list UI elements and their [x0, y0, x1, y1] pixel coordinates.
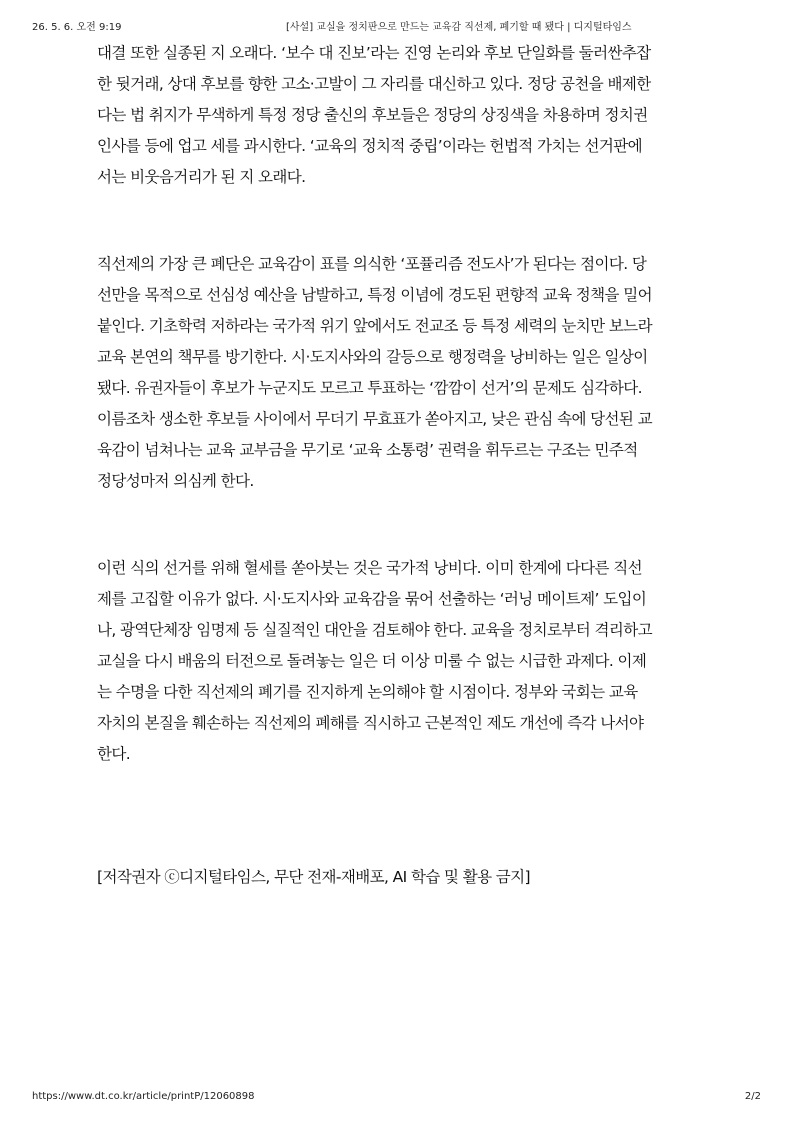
document-title: [사설] 교실을 정치판으로 만드는 교육감 직선제, 폐기할 때 됐다 | 디지털타임스 [286, 22, 632, 33]
page-number: 2/2 [744, 1091, 761, 1102]
article-url: https://www.dt.co.kr/article/printP/12060898 [32, 1091, 255, 1102]
text-line: 교육 본연의 책무를 방기한다. 시·도지사와의 갈등으로 행정력을 낭비하는 일은 일상이 [97, 348, 648, 366]
text-line: 됐다. 유권자들이 후보가 누군지도 모르고 투표하는 ‘깜깜이 선거’의 문제도 심각하다. [97, 379, 642, 397]
paragraph [97, 249, 695, 497]
text-line: 는 수명을 다한 직선제의 폐기를 진지하게 논의해야 할 시점이다. 정부와 국회는 교육 [97, 683, 638, 701]
text-line: 이런 식의 선거를 위해 혈세를 쏟아붓는 것은 국가적 낭비다. 이미 한계에 다다른 직선 [97, 559, 642, 577]
text-line: 인사를 등에 업고 세를 과시한다. ‘교육의 정치적 중립’이라는 헌법적 가치는 선거판에 [97, 137, 642, 155]
text-line: 정당성마저 의심케 한다. [97, 472, 254, 490]
article-body [97, 38, 695, 826]
paragraph [97, 38, 695, 193]
text-line: 육감이 넘쳐나는 교육 교부금을 무기로 ‘교육 소통령’ 권력을 휘두르는 구조는 민주적 [97, 441, 638, 459]
text-line: 다는 법 취지가 무색하게 특정 정당 출신의 후보들은 정당의 상징색을 차용하며 정치권 [97, 106, 648, 124]
text-line: 대결 또한 실종된 지 오래다. ‘보수 대 진보’라는 진영 논리와 후보 단일화를 둘러싼추잡 [97, 44, 651, 62]
text-line: 서는 비웃음거리가 된 지 오래다. [97, 168, 306, 186]
text-line: 이름조차 생소한 후보들 사이에서 무더기 무효표가 쏟아지고, 낮은 관심 속에 당선된 교 [97, 410, 652, 428]
text-line: 붙인다. 기초학력 저하라는 국가적 위기 앞에서도 전교조 등 특정 세력의 눈치만 보느라 [97, 317, 652, 335]
text-line: 자치의 본질을 훼손하는 직선제의 폐해를 직시하고 근본적인 제도 개선에 즉각 나서야 [97, 714, 644, 732]
text-line: 한 뒷거래, 상대 후보를 향한 고소·고발이 그 자리를 대신하고 있다. 정당 공천을 배제한 [97, 75, 651, 93]
print-date: 26. 5. 6. 오전 9:19 [32, 22, 122, 33]
text-line: 선만을 목적으로 선심성 예산을 남발하고, 특정 이념에 경도된 편향적 교육 정책을 밀어 [97, 286, 652, 304]
print-header [32, 21, 761, 35]
text-line: 한다. [97, 745, 131, 763]
copyright-notice: [저작권자 ⓒ디지털타임스, 무단 전재-재배포, AI 학습 및 활용 금지] [97, 868, 530, 886]
paragraph [97, 553, 695, 770]
text-line: 나, 광역단체장 임명제 등 실질적인 대안을 검토해야 한다. 교육을 정치로부터 격리하고 [97, 621, 652, 639]
text-line: 직선제의 가장 큰 폐단은 교육감이 표를 의식한 ‘포퓰리즘 전도사’가 된다는 점이다. 당 [97, 255, 647, 273]
text-line: 교실을 다시 배움의 터전으로 돌려놓는 일은 더 이상 미룰 수 없는 시급한 과제다. 이제 [97, 652, 647, 670]
text-line: 제를 고집할 이유가 없다. 시·도지사와 교육감을 묶어 선출하는 ‘러닝 메이트제’ 도입이 [97, 590, 647, 608]
print-footer [32, 1090, 761, 1104]
